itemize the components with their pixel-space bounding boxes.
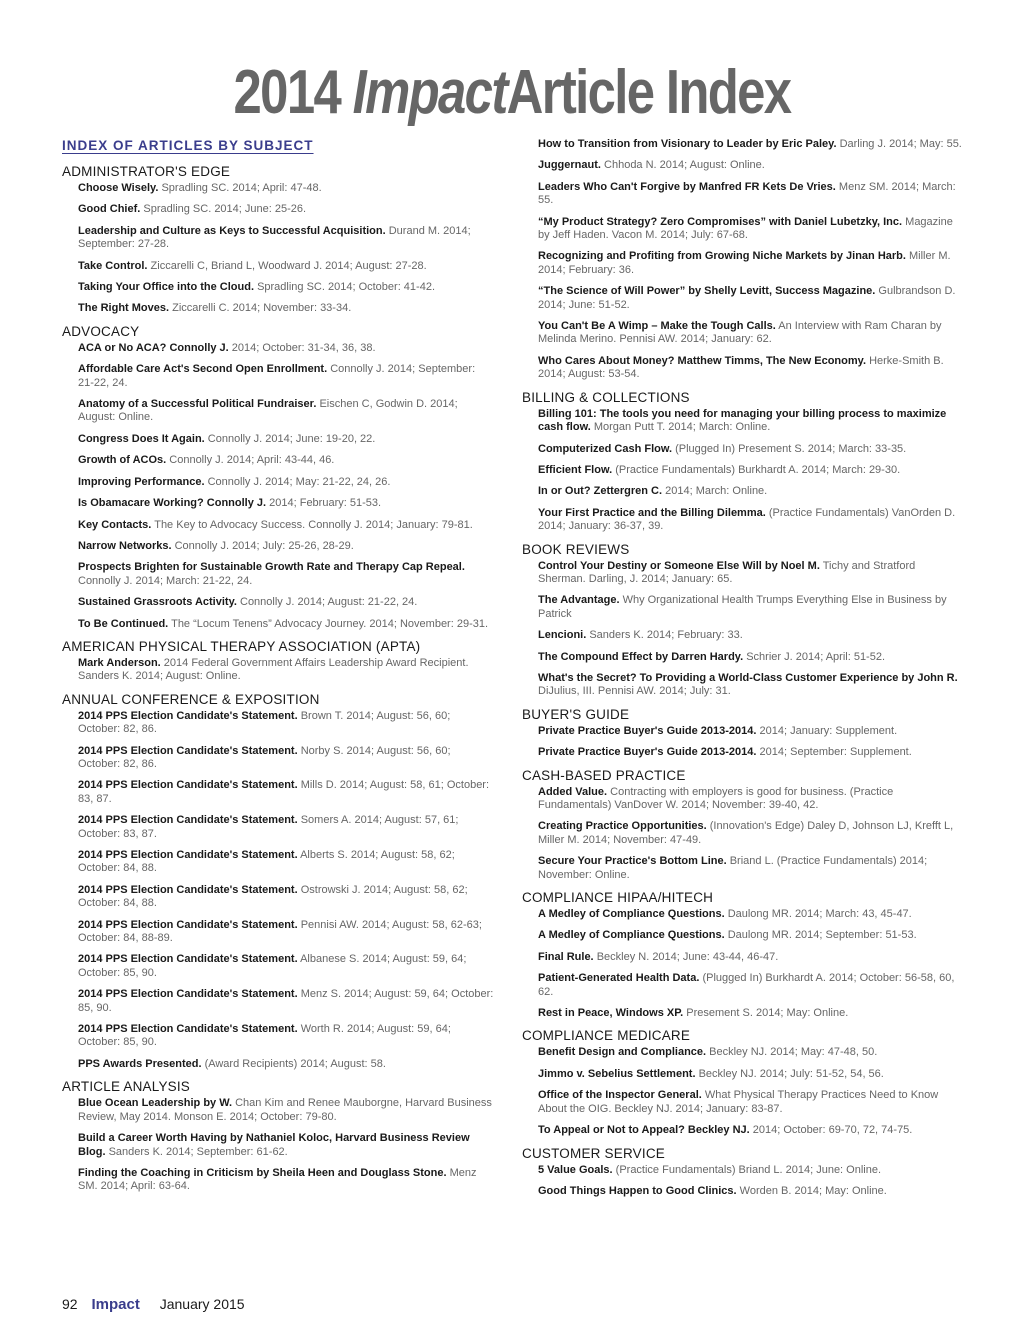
index-entry [78,710,494,737]
entry-title: Build a Career Worth Having by Nathaniel Koloc, Harvard Business Review Blog. [78,1132,470,1158]
entry-title: A Medley of Compliance Questions. [538,908,725,921]
entry-title: Mark Anderson. [78,656,161,669]
index-entry [538,1089,962,1116]
index-entry [538,507,962,534]
entry-details: (Practice Fundamentals) VanOrden D. 2014; January: 36-37, 39. [538,506,956,533]
entry-details: Magazine by Jeff Haden. Vacon M. 2014; July: 67-68. [538,215,953,242]
entry-details: Why Organizational Health Trumps Everything Else in Business by Patrick [538,594,947,620]
entry-details: Menz S. 2014; August: 59, 64; October: 85, 90. [78,988,494,1014]
index-entry [538,355,962,382]
section-title: BUYER'S GUIDE [522,706,630,722]
entry-title: Leaders Who Can't Forgive by Manfred FR Kets De Vries. [538,180,836,193]
entry-title: To Be Continued. [78,617,169,630]
index-entry [538,560,962,587]
entry-title: A Medley of Compliance Questions. [538,929,725,942]
entry-title: The Compound Effect by Darren Hardy. [538,650,744,663]
entry-title: You Can't Be A Wimp – Make the Tough Calls. [538,320,776,333]
entry-details: Mills D. 2014; August: 58, 61; October: 83, 87. [78,779,490,805]
entry-details: (Plugged In) Burkhardt A. 2014; October: 56-58, 60, 62. [538,972,955,998]
index-entry [538,216,962,243]
index-entry [78,618,494,631]
index-entry [78,342,494,355]
index-entry [78,1023,494,1050]
index-entry [78,1058,494,1071]
entry-title: How to Transition from Visionary to Leader by Eric Paley. [538,138,837,150]
index-entry [538,972,962,999]
index-entry [78,454,494,467]
entry-title: PPS Awards Presented. [78,1057,202,1070]
entry-details: Contracting with employers is good for business. (Practice Fundamentals) VanDover W. 2014; November: 39-40, 42. [538,785,894,811]
left-column [62,138,494,1202]
index-entry [78,302,494,315]
entry-title: 2014 PPS Election Candidate's Statement. [78,988,298,1001]
index-entry [78,519,494,532]
entry-title: Lencioni. [538,629,587,642]
entry-details: The “Locum Tenens” Advocacy Journey. 2014; November: 29-31. [171,617,489,630]
entry-title: Anatomy of a Successful Political Fundraiser. [78,398,317,411]
entry-title: Computerized Cash Flow. [538,442,673,455]
index-section [62,692,494,1072]
title-year: 2014 [233,58,341,127]
index-entry [78,919,494,946]
entry-title: Key Contacts. [78,518,152,531]
entry-title: Sustained Grassroots Activity. [78,596,237,609]
entry-details: Menz SM. 2014; March: 55. [538,180,956,207]
entry-title: 2014 PPS Election Candidate's Statement. [78,744,298,757]
entry-details: Darling J. 2014; May: 55. [839,138,962,150]
entry-details: Miller M. 2014; February: 36. [538,250,951,276]
entry-title: Your First Practice and the Billing Dilemma. [538,506,766,519]
entry-title: Narrow Networks. [78,539,172,552]
entry-details: Chhoda N. 2014; August: Online. [604,159,765,172]
footer-date: January 2015 [159,1296,245,1312]
index-section [522,707,962,760]
section-title: BOOK REVIEWS [522,541,630,557]
section-title: ANNUAL CONFERENCE & EXPOSITION [62,691,320,707]
entry-details: Beckley N. 2014; June: 43-44, 46-47. [596,950,779,963]
entry-details: Somers A. 2014; August: 57, 61; October: 83, 87. [78,814,459,840]
entry-title: Taking Your Office into the Cloud. [78,281,254,294]
entry-title: Juggernaut. [538,159,601,172]
entry-title: 2014 PPS Election Candidate's Statement. [78,779,298,792]
index-entry [78,1167,494,1194]
entry-title: What's the Secret? To Providing a World-Class Customer Experience by John R. [538,671,958,684]
entry-title: Added Value. [538,785,608,798]
entry-details: 2014; September: Supplement. [759,746,912,759]
index-section [522,138,962,382]
section-title: COMPLIANCE HIPAA/HITECH [522,890,714,906]
page-number: 92 [62,1296,78,1312]
entry-title: 2014 PPS Election Candidate's Statement. [78,849,298,861]
entry-title: Leadership and Culture as Keys to Successful Acquisition. [78,224,386,237]
entry-details: Schrier J. 2014; April: 51-52. [746,650,886,663]
entry-details: Brown T. 2014; August: 56, 60; October: 82, 86. [78,709,451,736]
entry-title: Creating Practice Opportunities. [538,820,707,833]
entry-title: Is Obamacare Working? Connolly J. [78,497,267,510]
entry-title: Final Rule. [538,950,594,963]
entry-title: Affordable Care Act's Second Open Enrollment. [78,363,328,376]
entry-title: Benefit Design and Compliance. [538,1046,707,1059]
entry-details: Albanese S. 2014; August: 59, 64; October: 85, 90. [78,953,467,979]
entry-title: 2014 PPS Election Candidate's Statement. [78,814,298,827]
index-entry [78,398,494,425]
index-entry [538,855,962,882]
entry-details: Eischen C, Godwin D. 2014; August: Online. [78,398,458,424]
entry-title: Control Your Destiny or Someone Else Will by Noel M. [538,559,820,572]
entry-title: ACA or No ACA? Connolly J. [78,341,229,354]
entry-title: Private Practice Buyer's Guide 2013-2014. [538,724,757,737]
left-sections [62,164,494,1194]
entry-details: Norby S. 2014; August: 56, 60; October: 82, 86. [78,744,451,770]
title-rest: Article Index [506,58,791,127]
index-heading: INDEX OF ARTICLES BY SUBJECT [62,138,314,153]
entry-details: Tichy and Stratford Sherman. Darling, J. 2014; January: 65. [538,559,916,585]
index-entry [538,908,962,921]
index-section [62,1079,494,1193]
index-entry [538,746,962,759]
entry-details: Pennisi AW. 2014; August: 58, 62-63; October: 84, 88-89. [78,918,482,945]
entry-title: Blue Ocean Leadership by W. [78,1097,233,1110]
entry-title: Billing 101: The tools you need for managing your billing process to maximize cash flow. [538,407,947,434]
entry-title: In or Out? Zettergren C. [538,485,663,498]
entry-details: Connolly J. 2014; April: 43-44, 46. [169,454,335,467]
index-entry [538,951,962,964]
entry-details: (Practice Fundamentals) Burkhardt A. 2014; March: 29-30. [615,463,901,476]
entry-details: (Award Recipients) 2014; August: 58. [204,1057,386,1070]
index-section [522,390,962,534]
index-entry [78,596,494,609]
entry-details: An Interview with Ram Charan by Melinda Merino. Pennisi AW. 2014; January: 62. [538,320,942,346]
entry-details: What Physical Therapy Practices Need to Know About the OIG. Beckley NJ. 2014; January: 83-87. [538,1089,939,1115]
entry-details: Presement S. 2014; May: Online. [686,1007,849,1020]
entry-title: “The Science of Will Power” by Shelly Levitt, Success Magazine. [538,285,876,298]
entry-details: Worden B. 2014; May: Online. [739,1184,887,1197]
entry-title: 5 Value Goals. [538,1163,613,1176]
index-entry [538,929,962,942]
index-entry [538,1007,962,1020]
entry-details: Connolly J. 2014; June: 19-20, 22. [207,432,376,445]
index-entry [538,1068,962,1081]
entry-title: The Advantage. [538,594,620,607]
entry-details: 2014 Federal Government Affairs Leadership Award Recipient. Sanders K. 2014; August: Online. [78,656,469,683]
index-entry [78,363,494,390]
entry-title: 2014 PPS Election Candidate's Statement. [78,1023,298,1036]
section-title: COMPLIANCE MEDICARE [522,1028,691,1044]
entry-details: Connolly J. 2014; May: 21-22, 24, 26. [207,475,391,488]
index-entry [538,408,962,435]
section-title: ARTICLE ANALYSIS [62,1079,191,1095]
entry-title: Private Practice Buyer's Guide 2013-2014. [538,746,757,759]
index-entry [78,433,494,446]
index-entry [538,443,962,456]
entry-details: Worth R. 2014; August: 59, 64; October: 85, 90. [78,1023,451,1049]
entry-details: Durand M. 2014; September: 27-28. [78,224,471,251]
entry-details: Briand L. (Practice Fundamentals) 2014; November: Online. [538,855,928,881]
index-entry [538,1164,962,1177]
entry-title: 2014 PPS Election Candidate's Statement. [78,918,298,931]
entry-details: Beckley NJ. 2014; May: 47-48, 50. [709,1046,878,1059]
index-entry [78,657,494,684]
entry-details: 2014; February: 51-53. [269,497,382,510]
entry-details: (Innovation's Edge) Daley D, Johnson LJ, Krefft L, Miller M. 2014; November: 47-49. [538,820,954,846]
entry-details: Sanders K. 2014; February: 33. [589,629,743,642]
entry-details: Beckley NJ. 2014; July: 51-52, 54, 56. [698,1067,884,1080]
entry-title: Choose Wisely. [78,182,159,194]
entry-title: Patient-Generated Health Data. [538,972,700,985]
footer-brand: Impact [91,1296,140,1313]
entry-details: Herke-Smith B. 2014; August: 53-54. [538,354,944,381]
entry-details: Gulbrandson D. 2014; June: 51-52. [538,285,956,311]
index-section [522,542,962,699]
entry-details: 2014; March: Online. [665,485,768,498]
index-entry [538,250,962,277]
entry-details: 2014; October: 69-70, 72, 74-75. [752,1124,913,1137]
index-entry [538,285,962,312]
index-entry [78,476,494,489]
entry-details: The Key to Advocacy Success. Connolly J. 2014; January: 79-81. [154,518,473,531]
entry-title: 2014 PPS Election Candidate's Statement. [78,883,298,896]
entry-title: Efficient Flow. [538,463,613,476]
entry-title: Improving Performance. [78,475,205,488]
section-title: ADVOCACY [62,323,140,339]
index-section [522,1146,962,1199]
entry-details: Connolly J. 2014; September: 21-22, 24. [78,363,476,389]
entry-title: Take Control. [78,259,148,272]
index-entry [78,884,494,911]
index-entry [78,497,494,510]
entry-details: Morgan Putt T. 2014; March: Online. [593,421,771,434]
entry-details: Menz SM. 2014; April: 63-64. [78,1166,477,1193]
index-section [522,768,962,882]
section-title: CASH-BASED PRACTICE [522,767,686,783]
entry-title: Secure Your Practice's Bottom Line. [538,855,727,868]
index-section [522,890,962,1020]
entry-title: Who Cares About Money? Matthew Timms, The New Economy. [538,354,866,367]
entry-details: Spradling SC. 2014; October: 41-42. [257,281,436,294]
index-entry [538,651,962,664]
index-entry [538,320,962,347]
index-entry [538,672,962,699]
index-entry [78,540,494,553]
index-entry [538,820,962,847]
entry-details: Ziccarelli C, Briand L, Woodward J. 2014; August: 27-28. [150,259,427,272]
entry-details: Connolly J. 2014; July: 25-26, 28-29. [174,539,354,552]
entry-details: Ostrowski J. 2014; August: 58, 62; October: 84, 88. [78,883,468,910]
entry-details: Daulong MR. 2014; March: 43, 45-47. [727,908,912,921]
entry-details: Alberts S. 2014; August: 58, 62; October: 84, 88. [78,849,455,875]
right-sections [522,138,962,1198]
index-section [522,1028,962,1137]
index-entry [78,182,494,195]
entry-title: 2014 PPS Election Candidate's Statement. [78,709,298,722]
index-entry [78,225,494,252]
entry-details: (Plugged In) Presement S. 2014; March: 33-35. [675,442,907,455]
index-entry [78,203,494,216]
entry-title: Prospects Brighten for Sustainable Growth Rate and Therapy Cap Repeal. [78,561,465,574]
entry-details: 2014; October: 31-34, 36, 38. [231,341,376,354]
entry-details: (Practice Fundamentals) Briand L. 2014; June: Online. [615,1163,882,1176]
index-entry [78,814,494,841]
entry-title: Rest in Peace, Windows XP. [538,1007,684,1020]
index-entry [538,485,962,498]
entry-details: Daulong MR. 2014; September: 51-53. [727,929,917,942]
entry-title: Jimmo v. Sebelius Settlement. [538,1067,696,1080]
entry-details: Chan Kim and Renee Mauborgne, Harvard Business Review, May 2014. Monson E. 2014; October: 79-80. [78,1097,492,1123]
index-entry [78,1097,494,1124]
entry-title: Good Things Happen to Good Clinics. [538,1184,737,1197]
index-entry [78,561,494,588]
index-entry [538,725,962,738]
entry-details: Connolly J. 2014; August: 21-22, 24. [240,596,418,609]
index-entry [538,464,962,477]
entry-title: To Appeal or Not to Appeal? Beckley NJ. [538,1124,750,1137]
index-entry [78,849,494,876]
index-entry [538,1185,962,1198]
entry-title: 2014 PPS Election Candidate's Statement. [78,953,298,966]
entry-details: 2014; January: Supplement. [759,724,898,737]
entry-title: Growth of ACOs. [78,454,167,467]
index-entry [78,260,494,273]
section-title: AMERICAN PHYSICAL THERAPY ASSOCIATION (APTA) [62,638,421,654]
entry-details: Spradling SC. 2014; June: 25-26. [143,203,307,216]
index-section [62,639,494,684]
entry-details: DiJulius, III. Pennisi AW. 2014; July: 31. [538,685,731,698]
index-entry [538,1124,962,1137]
section-title: ADMINISTRATOR'S EDGE [62,164,231,179]
title-impact: Impact [352,58,507,127]
index-entry [78,745,494,772]
index-entry [78,1132,494,1159]
entry-title: Good Chief. [78,203,141,216]
entry-title: Finding the Coaching in Criticism by Sheila Heen and Douglass Stone. [78,1166,447,1179]
entry-title: “My Product Strategy? Zero Compromises” with Daniel Lubetzky, Inc. [538,215,903,228]
index-entry [538,786,962,813]
index-section [62,164,494,316]
index-entry [538,159,962,172]
index-entry [538,181,962,208]
page-footer [62,1295,245,1314]
entry-title: Congress Does It Again. [78,432,205,445]
index-entry [78,953,494,980]
entry-title: The Right Moves. [78,302,170,315]
page-title [92,58,932,128]
entry-title: Office of the Inspector General. [538,1089,702,1102]
entry-details: Connolly J. 2014; March: 21-22, 24. [78,574,253,587]
entry-details: Ziccarelli C. 2014; November: 33-34. [172,302,352,315]
entry-details: Sanders K. 2014; September: 61-62. [108,1145,288,1158]
index-entry [538,138,962,151]
entry-details: Spradling SC. 2014; April: 47-48. [161,182,322,194]
index-entry [78,281,494,294]
index-section [62,324,494,631]
index-entry [538,1046,962,1059]
index-entry [78,779,494,806]
index-entry [78,988,494,1015]
section-title: CUSTOMER SERVICE [522,1145,665,1161]
right-column [522,138,962,1206]
index-entry [538,629,962,642]
entry-title: Recognizing and Profiting from Growing Niche Markets by Jinan Harb. [538,250,906,263]
section-title: BILLING & COLLECTIONS [522,389,690,405]
index-entry [538,594,962,621]
